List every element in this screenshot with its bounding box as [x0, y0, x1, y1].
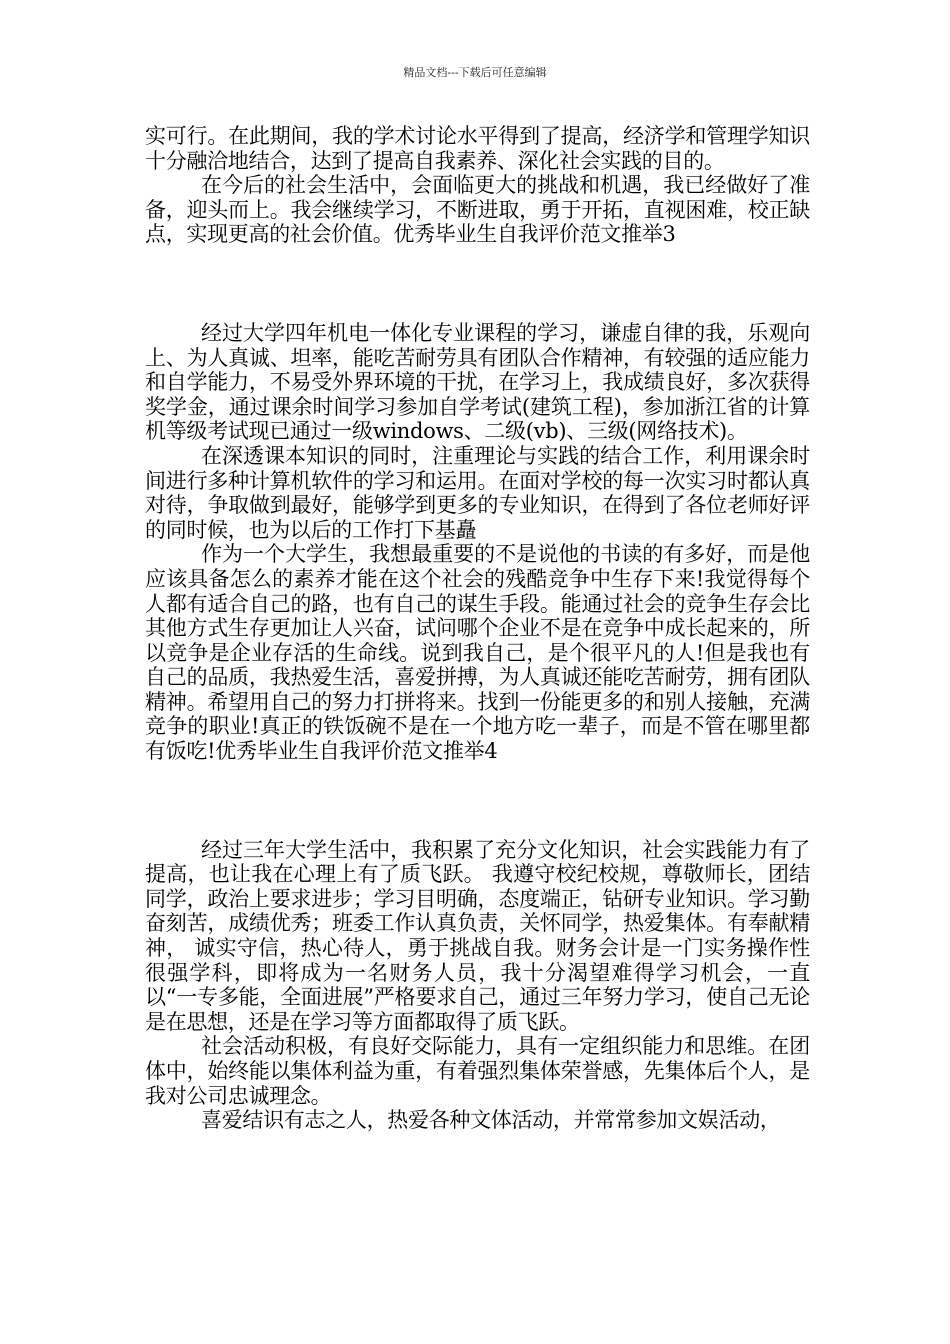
paragraph-8: 喜爱结识有志之人，热爱各种文体活动，并常常参加文娱活动， [201, 1108, 781, 1133]
paragraph-7: 社会活动积极，有良好交际能力，具有一定组织能力和思维。在团体中，始终能以集体利益为重，有着强烈集体荣誉感，先集体后个人，是我对公司忠诚理念。 [145, 1034, 810, 1108]
section-gap [145, 247, 810, 321]
paragraph-2: 在今后的社会生活中，会面临更大的挑战和机遇，我已经做好了准备，迎头而上。我会继续学习，不断进取，勇于开拓，直视困难，校正缺点，实现更高的社会价值。优秀毕业生自我评价范文推举3 [145, 173, 810, 247]
paragraph-5: 作为一个大学生，我想最重要的不是说他的书读的有多好，而是他应该具备怎么的素养才能在这个社会的残酷竞争中生存下来!我觉得每个人都有适合自己的路，也有自己的谋生手段。能通过社会的竞争生存会比其他方式生存更加让人兴奋，试问哪个企业不是在竞争中成长起来的，所以竞争是企业存活的生命线。说到我自己，是个很平凡的人!但是我也有自己的品质，我热爱生活，喜爱拼搏，为人真诚还能吃苦耐劳，拥有团队精神。希望用自己的努力打拼将来。找到一份能更多的和别人接触，充满竞争的职业!真正的铁饭碗不是在一个地方吃一辈子，而是不管在哪里都有饭吃!优秀毕业生自我评价范文推举4 [145, 542, 810, 764]
section-gap [145, 764, 810, 838]
document-body [145, 124, 810, 1133]
paragraph-4: 在深透课本知识的同时，注重理论与实践的结合工作，利用课余时间进行多种计算机软件的学习和运用。在面对学校的每一次实习时都认真对待，争取做到最好，能够学到更多的专业知识，在得到了各位老师好评的同时候，也为以后的工作打下基矗 [145, 443, 810, 542]
paragraph-1: 实可行。在此期间，我的学术讨论水平得到了提高，经济学和管理学知识十分融洽地结合，达到了提高自我素养、深化社会实践的目的。 [145, 124, 810, 173]
page-header: 精品文档---下载后可任意编辑 [403, 66, 547, 79]
paragraph-6: 经过三年大学生活中，我积累了充分文化知识，社会实践能力有了提高，也让我在心理上有了质飞跃。 我遵守校纪校规，尊敬师长，团结同学，政治上要求进步；学习目明确，态度端正，钻研专业知识。学习勤奋刻苦，成绩优秀；班委工作认真负责，关怀同学，热爱集体。有奉献精神， 诚实守信，热心待人，勇于挑战自我。财务会计是一门实务操作性很强学科，即将成为一名财务人员，我十分渴望难得学习机会，一直以“一专多能，全面进展”严格要求自己，通过三年努力学习，使自己无论是在思想，还是在学习等方面都取得了质飞跃。 [145, 837, 810, 1034]
paragraph-3: 经过大学四年机电一体化专业课程的学习，谦虚自律的我，乐观向上、为人真诚、坦率，能吃苦耐劳具有团队合作精神，有较强的适应能力和自学能力，不易受外界环境的干扰，在学习上，我成绩良好，多次获得奖学金，通过课余时间学习参加自学考试(建筑工程)，参加浙江省的计算机等级考试现已通过一级windows、二级(vb)、三级(网络技术)。 [145, 320, 810, 444]
